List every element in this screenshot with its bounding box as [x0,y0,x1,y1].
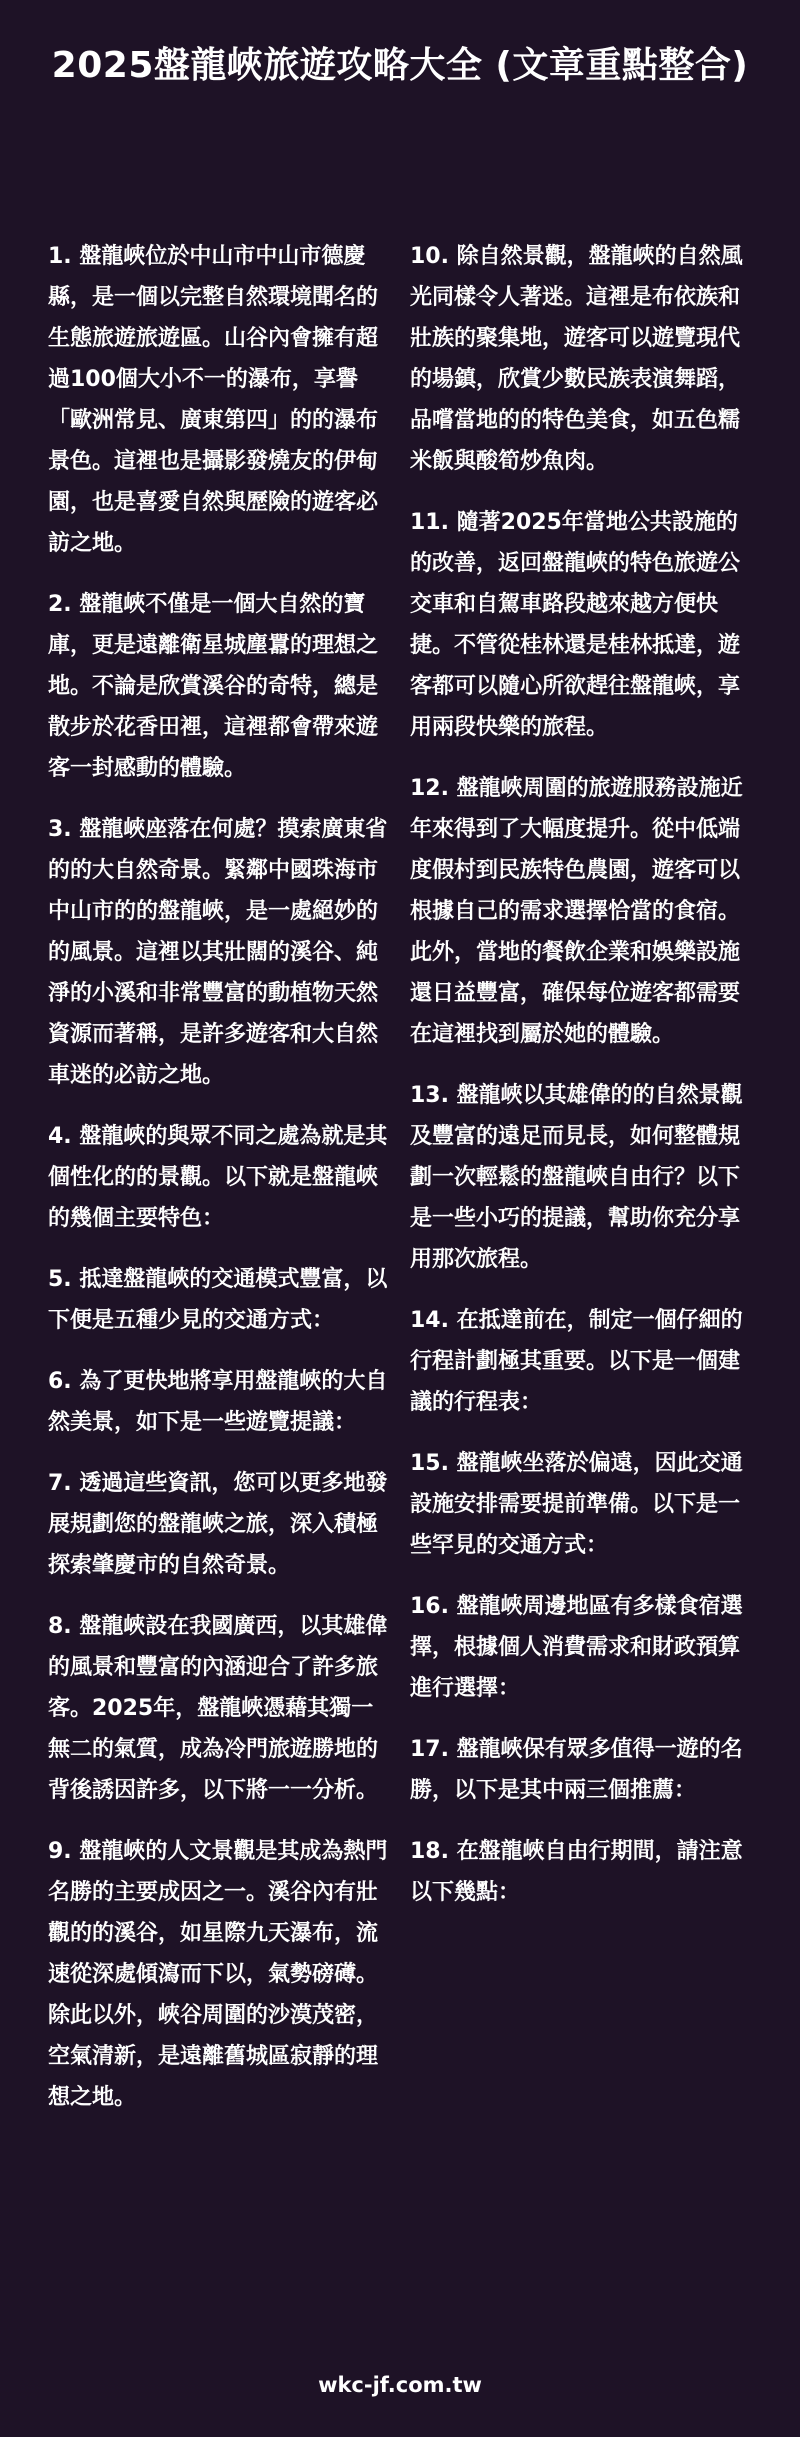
paragraph-16: 16. 盤龍峽周邊地區有多樣食宿選擇，根據個人消費需求和財政預算進行選擇： [410,1594,743,1701]
paragraph-8: 8. 盤龍峽設在我國廣西，以其雄偉的風景和豐富的內涵迎合了許多旅客。2025年，盤龍峽憑藉其獨一無二的氣質，成為冷門旅遊勝地的背後誘因許多，以下將一一分析。 [48,1614,388,1803]
paragraph-1: 1. 盤龍峽位於中山市中山市德慶縣，是一個以完整自然環境聞名的生態旅遊旅遊區。山谷內會擁有超過100個大小不一的瀑布，享譽「歐洲常見、廣東第四」的的瀑布景色。這裡也是攝影發燒友的伊甸園，也是喜愛自然與歷險的遊客必訪之地。 [48,244,379,556]
page-title: 2025盤龍峽旅遊攻略大全 (文章重點整合) [51,45,749,86]
paragraph-2: 2. 盤龍峽不僅是一個大自然的寶庫，更是遠離衛星城塵囂的理想之地。不論是欣賞溪谷的奇特，總是散步於花香田裡，這裡都會帶來遊客一封感動的體驗。 [48,592,379,781]
paragraph-12: 12. 盤龍峽周圍的旅遊服務設施近年來得到了大幅度提升。從中低端度假村到民族特色農園，遊客可以根據自己的需求選擇恰當的食宿。此外，當地的餐飲企業和娛樂設施還日益豐富，確保每位遊客都需要在這裡找到屬於她的體驗。 [410,776,743,1047]
paragraph-3: 3. 盤龍峽座落在何處？摸索廣東省的的大自然奇景。緊鄰中國珠海市中山市的的盤龍峽，是一處絕妙的的風景。這裡以其壯闊的溪谷、純淨的小溪和非常豐富的動植物天然資源而著稱，是許多遊客和大自然車迷的必訪之地。 [48,817,388,1088]
paragraph-11: 11. 隨著2025年當地公共設施的的改善，返回盤龍峽的特色旅遊公交車和自駕車路段越來越方便快捷。不管從桂林還是桂林抵達，遊客都可以隨心所欲趕往盤龍峽，享用兩段快樂的旅程。 [410,510,741,740]
paragraph-14: 14. 在抵達前在，制定一個仔細的行程計劃極其重要。以下是一個建議的行程表： [410,1308,743,1415]
article-body [48,236,752,2138]
paragraph-13: 13. 盤龍峽以其雄偉的的自然景觀及豐富的遠足而見長，如何整體規劃一次輕鬆的盤龍峽自由行？以下是一些小巧的提議，幫助你充分享用那次旅程。 [410,1083,743,1272]
paragraph-4: 4. 盤龍峽的與眾不同之處為就是其個性化的的景觀。以下就是盤龍峽的幾個主要特色： [48,1124,388,1231]
left-column [48,236,390,2138]
paragraph-10: 10. 除自然景觀，盤龍峽的自然風光同樣令人著迷。這裡是布依族和壯族的聚集地，遊客可以遊覽現代的場鎮，欣賞少數民族表演舞蹈，品嚐當地的的特色美食，如五色糯米飯與酸筍炒魚肉。 [410,244,743,474]
paragraph-5: 5. 抵達盤龍峽的交通模式豐富，以下便是五種少見的交通方式： [48,1267,388,1333]
paragraph-17: 17. 盤龍峽保有眾多值得一遊的名勝，以下是其中兩三個推薦： [410,1737,743,1803]
paragraph-9: 9. 盤龍峽的人文景觀是其成為熱門名勝的主要成因之一。溪谷內有壯觀的的溪谷，如星際九天瀑布，流速從深處傾瀉而下以，氣勢磅礡。除此以外，峽谷周圍的沙漠茂密，空氣清新，是遠離舊城區寂靜的理想之地。 [48,1839,388,2110]
right-column [410,236,752,2138]
paragraph-7: 7. 透過這些資訊，您可以更多地發展規劃您的盤龍峽之旅，深入積極探索肇慶市的自然奇景。 [48,1471,388,1578]
paragraph-15: 15. 盤龍峽坐落於偏遠，因此交通設施安排需要提前準備。以下是一些罕見的交通方式： [410,1451,743,1558]
paragraph-18: 18. 在盤龍峽自由行期間，請注意以下幾點： [410,1839,743,1905]
paragraph-6: 6. 為了更快地將享用盤龍峽的大自然美景，如下是一些遊覽提議： [48,1369,388,1435]
footer-domain: wkc-jf.com.tw [318,2373,482,2397]
